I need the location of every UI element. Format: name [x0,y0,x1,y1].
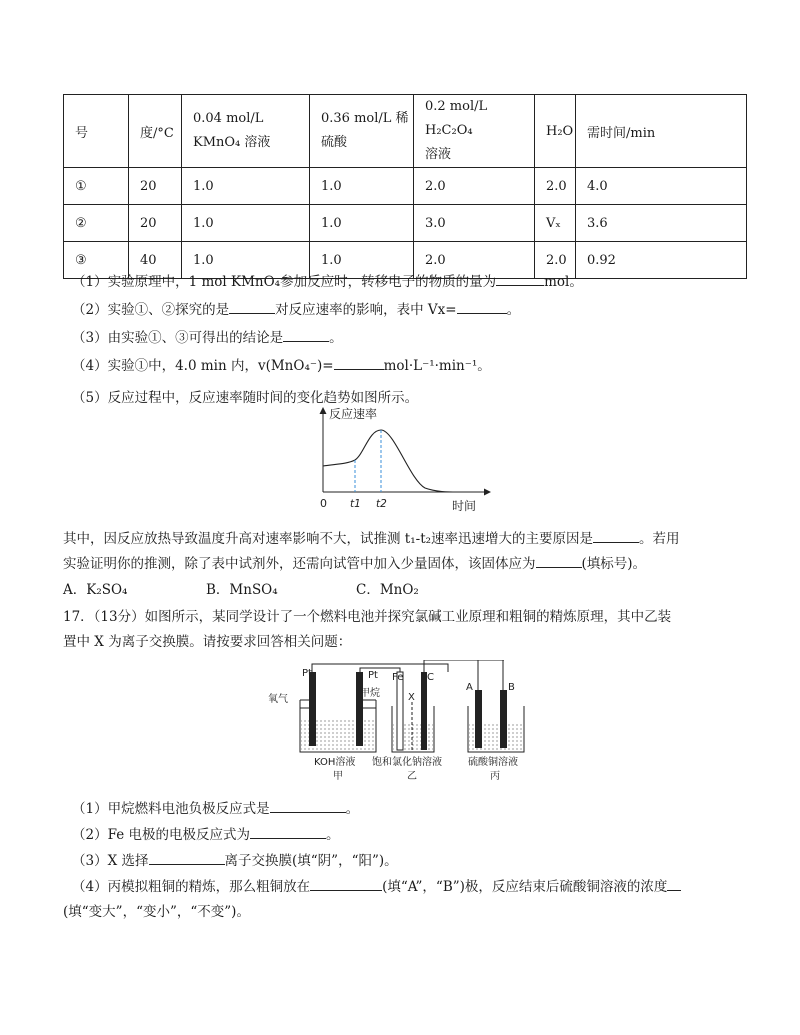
q17-sub1 [72,797,359,817]
graph-origin: 0 [320,497,327,510]
table-cell: 4.0 [576,168,747,205]
answer-blank[interactable] [310,876,382,891]
table-cell: 1.0 [310,242,414,279]
graph-t2: t2 [376,498,387,510]
table-cell: 0.92 [576,242,747,279]
answer-blank[interactable] [593,528,639,543]
label-nacl: 饱和氯化钠溶液 [372,757,442,768]
header-oxalic [414,95,535,168]
table-cell: 2.0 [414,242,535,279]
electrode-c [421,672,427,750]
electrode-a [475,690,482,748]
question-3 [72,326,343,346]
header-sulfuric [310,95,414,168]
q17-sub4-line1 [72,875,681,895]
label-yi: 乙 [407,771,417,782]
q17-sub4-line2: (填“变大”，“变小”，“不变”)。 [63,904,250,920]
graph-ylabel: 反应速率 [329,407,378,421]
header-kmno4-line1: 0.04 mol/L [193,111,264,126]
question-3-end: 。 [329,330,343,346]
question-4-unit: mol·L⁻¹·min⁻¹。 [383,358,491,374]
answer-blank[interactable] [536,553,582,568]
label-pt2: Pt [368,670,378,681]
answer-blank[interactable] [229,299,275,314]
table-cell: 20 [129,168,182,205]
table-cell: 40 [129,242,182,279]
table-cell: 1.0 [182,242,310,279]
rate-curve [323,430,458,492]
header-oxalic-line2: 溶液 [425,147,452,162]
header-number: 号 [64,95,129,168]
table-header-row [64,95,747,168]
header-sulfuric-line2: 硫酸 [321,135,348,150]
question-1 [72,270,583,290]
graph-t1: t1 [350,498,361,510]
question-17-line1: 17．（13分）如图所示，某同学设计了一个燃料电池并探究氯碱工业原理和粗铜的精炼原理，其中乙装 [63,609,672,625]
question-5-line1-text: 其中，因反应放热导致温度升高对速率影响不大，试推测 t₁-t₂速率迅速增大的主要原因是 [63,531,594,547]
q17-sub3-text: （3）X 选择 [72,853,149,869]
label-x: X [408,692,415,703]
question-2 [72,298,520,318]
header-kmno4 [182,95,310,168]
header-sulfuric-line1: 0.36 mol/L 稀 [321,111,409,126]
table-row [64,205,747,242]
answer-blank[interactable] [496,271,544,286]
table-cell: 3.0 [414,205,535,242]
option-b[interactable]: B．MnSO₄ [206,582,278,598]
table-cell: 1.0 [182,205,310,242]
table-cell: ② [64,205,129,242]
answer-blank[interactable] [457,299,507,314]
question-5-line1 [63,527,680,547]
option-a[interactable]: A．K₂SO₄ [63,582,128,598]
question-2-text-mid: 对反应速率的影响，表中 Vx= [275,302,457,318]
table-cell: 1.0 [310,168,414,205]
question-17-line2: 置中 X 为离子交换膜。请按要求回答相关问题： [63,634,352,650]
question-5-line2-text: 实验证明你的推测，除了表中试剂外，还需向试管中加入少量固体，该固体应为 [63,556,536,572]
question-5-line1-end: 。若用 [639,531,680,547]
label-cuso4: 硫酸铜溶液 [468,757,518,768]
header-time: 需时间/min [576,95,747,168]
label-oxygen: 氧气 [268,694,288,705]
table-cell: Vₓ [535,205,576,242]
question-4-expression: v(MnO₄⁻)= [257,358,334,374]
q17-sub4-text: （4）丙模拟粗铜的精炼，那么粗铜放在 [72,879,311,895]
electrochemistry-apparatus [260,660,550,786]
label-koh: KOH溶液 [314,757,356,768]
label-pt1: Pt [302,668,312,679]
answer-blank[interactable] [149,850,225,865]
electrode-fe [397,672,403,750]
graph-xlabel: 时间 [452,499,477,513]
table-cell: 1.0 [310,205,414,242]
table-cell: 2.0 [535,168,576,205]
q17-sub3 [72,849,398,869]
question-4 [72,354,491,374]
q17-sub1-text: （1）甲烷燃料电池负极反应式是 [72,801,270,817]
label-bing: 丙 [490,771,500,782]
label-fe: Fe [392,672,404,683]
q17-sub3-end: 离子交换膜(填“阴”，“阳”)。 [224,853,398,869]
electrode-b [500,690,507,748]
table-row [64,168,747,205]
table-cell: ③ [64,242,129,279]
q17-sub1-end: 。 [345,801,360,817]
electrode-pt2 [356,672,363,746]
question-3-text: （3）由实验①、③可得出的结论是 [72,330,284,346]
question-1-unit: mol。 [544,274,583,290]
answer-blank[interactable] [250,824,326,839]
rate-time-graph [312,404,496,516]
question-5-line2 [63,552,646,572]
header-temperature: 度/°C [129,95,182,168]
table-cell: 3.6 [576,205,747,242]
q17-sub2-end: 。 [326,827,340,843]
electrode-pt1 [309,672,316,746]
question-1-text: （1）实验原理中，1 mol KMnO₄参加反应时，转移电子的物质的量为 [72,274,497,290]
label-methane: 甲烷 [360,688,380,699]
question-4-text: （4）实验①中，4.0 min 内， [72,358,258,374]
table-cell: 1.0 [182,168,310,205]
answer-blank[interactable] [334,355,384,370]
header-oxalic-line1: 0.2 mol/L H₂C₂O₄ [425,99,488,138]
question-5-line2-end: (填标号)。 [581,556,647,572]
answer-blank[interactable] [667,876,681,891]
q17-sub2-text: （2）Fe 电极的电极反应式为 [72,827,250,843]
label-a: A [466,682,473,693]
header-kmno4-line2: KMnO₄ 溶液 [193,135,271,150]
table-cell: 2.0 [414,168,535,205]
table-cell: ① [64,168,129,205]
table-cell: 2.0 [535,242,576,279]
experiment-table [63,94,747,279]
label-jia: 甲 [333,771,343,782]
label-b: B [508,682,515,693]
q17-sub4-mid: (填“A”，“B”)极，反应结束后硫酸铜溶液的浓度 [382,879,668,895]
header-water: H₂O [535,95,576,168]
question-2-text: （2）实验①、②探究的是 [72,302,230,318]
table-cell: 20 [129,205,182,242]
question-5: （5）反应过程中，反应速率随时间的变化趋势如图所示。 [72,390,419,406]
label-c: C [427,672,434,683]
option-c[interactable]: C．MnO₂ [356,582,419,598]
q17-sub2 [72,823,340,843]
answer-blank[interactable] [270,798,346,813]
answer-blank[interactable] [283,327,329,342]
question-2-end: 。 [506,302,521,318]
